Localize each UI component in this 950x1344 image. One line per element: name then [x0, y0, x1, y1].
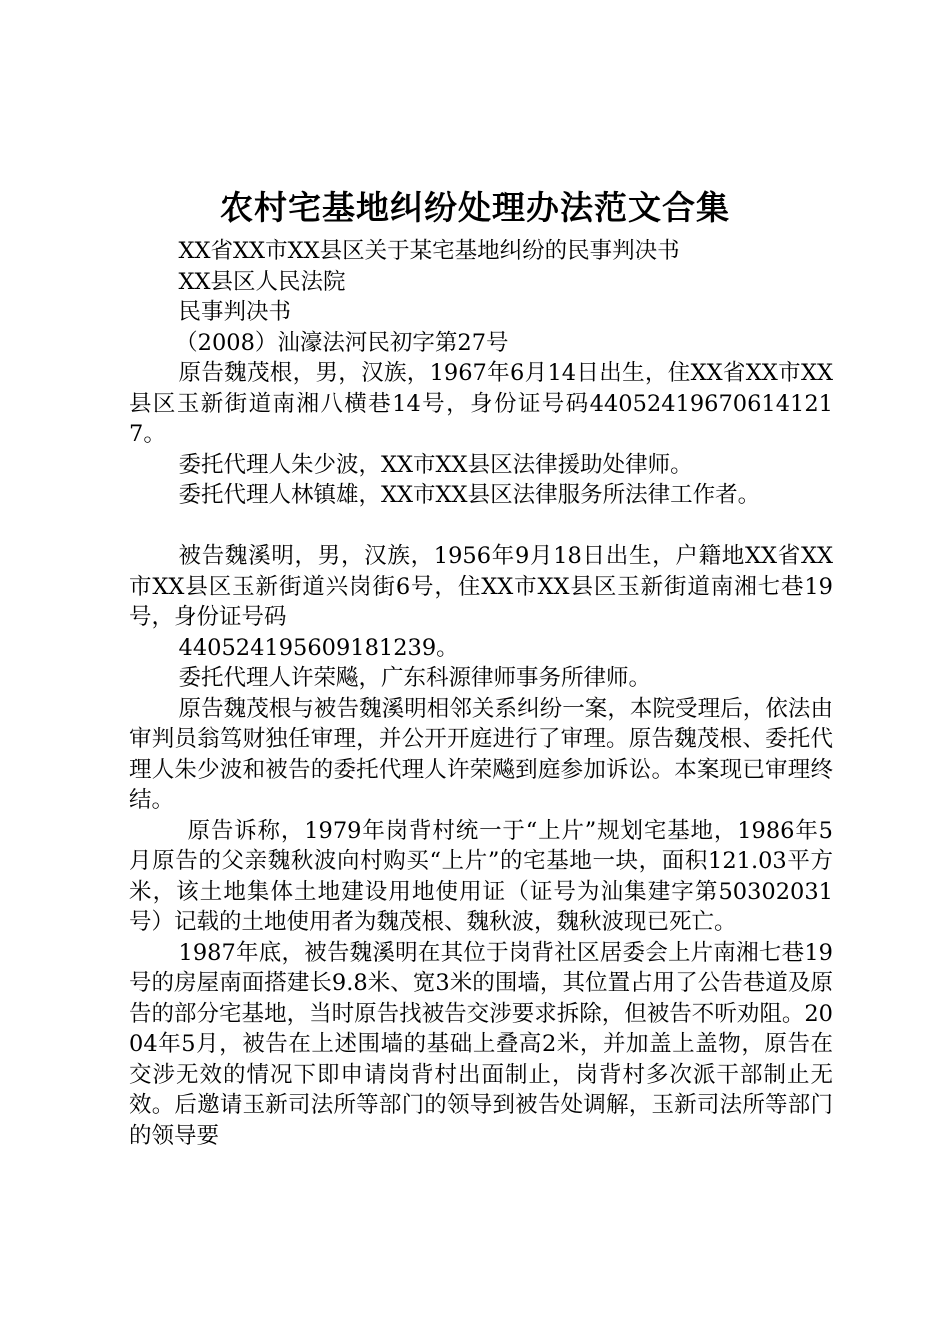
paragraph-defendant: 被告魏溪明，男，汉族，1956年9月18日出生，户籍地XX省XX市XX县区玉新街道兴岗街6号，住XX市XX县区玉新街道南湘七巷19号，身份证号码: [129, 543, 833, 630]
paragraph-case-number: （2008）汕濠法河民初字第27号: [175, 329, 509, 356]
paragraph-defendant-id: 440524195609181239。: [178, 634, 459, 661]
paragraph-agent-1: 委托代理人朱少波，XX市XX县区法律援助处律师。: [178, 451, 693, 478]
paragraph-spacer: [129, 511, 833, 542]
paragraph-doc-type: 民事判决书: [178, 299, 292, 325]
paragraph-facts: 1987年底，被告魏溪明在其位于岗背社区居委会上片南湘七巷19号的房屋南面搭建长9.8米、宽3米的围墙，其位置占用了公告巷道及原告的部分宅基地，当时原告找被告交涉要求拆除，但被告不听劝阻。2004年5月，被告在上述围墙的基础上叠高2米，并加盖上盖物，原告在交涉无效的情况下即申请岗背村出面制止，岗背村多次派干部制止无效。后邀请玉新司法所等部门的领导到被告处调解，玉新司法所等部门的领导要: [129, 939, 833, 1149]
paragraph-agent-3: 委托代理人许荣飚，广东科源律师事务所律师。: [178, 665, 652, 691]
paragraph-judgment-heading: XX省XX市XX县区关于某宅基地纠纷的民事判决书: [178, 238, 680, 264]
paragraph-plaintiff-claim: 原告诉称，1979年岗背村统一于“上片”规划宅基地，1986年5月原告的父亲魏秋波向村购买“上片”的宅基地一块，面积121.03平方米，该土地集体土地建设用地使用证（证号为汕集建字第50302031号）记载的土地使用者为魏茂根、魏秋波，魏秋波现已死亡。: [129, 817, 833, 935]
paragraph-plaintiff: 原告魏茂根，男，汉族，1967年6月14日出生，住XX省XX市XX县区玉新街道南湘八横巷14号，身份证号码440524196706141217。: [129, 360, 833, 447]
paragraph-court-name: XX县区人民法院: [178, 268, 346, 295]
document-title: 农村宅基地纠纷处理办法范文合集: [220, 188, 730, 227]
document-body: [129, 236, 833, 1151]
paragraph-case-intro: 原告魏茂根与被告魏溪明相邻关系纠纷一案，本院受理后，依法由审判员翁笃财独任审理，并公开开庭进行了审理。原告魏茂根、委托代理人朱少波和被告的委托代理人许荣飚到庭参加诉讼。本案现已审理终结。: [129, 695, 833, 813]
paragraph-agent-2: 委托代理人林镇雄，XX市XX县区法律服务所法律工作者。: [178, 482, 761, 508]
